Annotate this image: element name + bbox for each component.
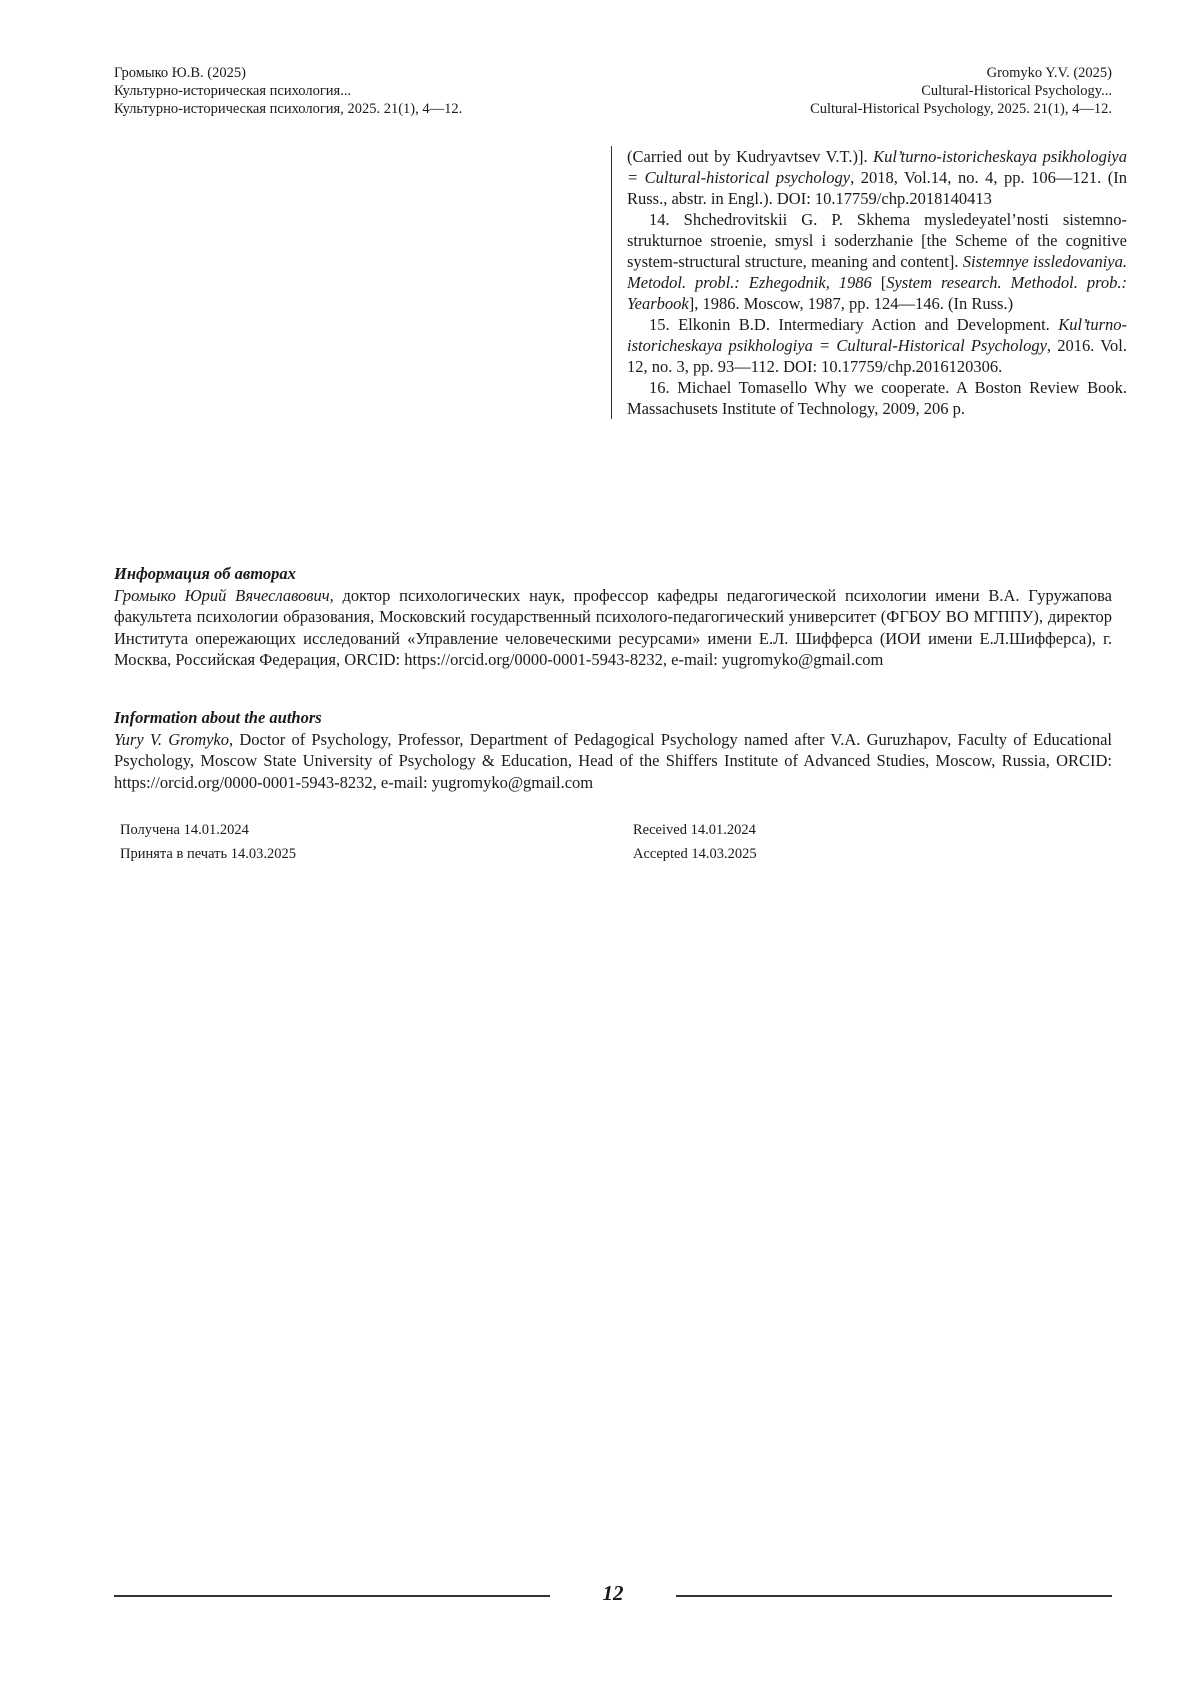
footer-rule-left: [114, 1595, 550, 1597]
author-info-body-ru: Громыко Юрий Вячеславович, доктор психологических наук, профессор кафедры педагогической психологии имени В.А. Гуружапова факультета психологии образования, Московский государственный психолого-педагогический университет (ФГБОУ ВО МГППУ), директор Института опережающих исследований «Управление человеческими ресурсами» имени Е.Л. Шифферса (ИОИ имени Е.Л.Шифферса), г. Москва, Российская Федерация, ORCID: https://orcid.org/0000-0001-5943-8232, e-mail: yugromyko@gmail.com: [114, 585, 1112, 671]
page-number: 12: [560, 1581, 666, 1606]
reference-14: 14. Shchedrovitskii G. P. Skhema mysledeyatel’nosti sistemno-strukturnoe stroenie, smysl i soderzhanie [the Scheme of the cognitive system-structural structure, meaning and content]. Sistemnye issledovaniya. Metodol. probl.: Ezhegodnik, 1986 [System research. Methodol. prob.: Yearbook], 1986. Moscow, 1987, pp. 124—146. (In Russ.): [627, 209, 1127, 314]
footer-rule-right: [676, 1595, 1112, 1597]
dates-en: [633, 818, 757, 866]
received-date-ru: Получена 14.01.2024: [120, 818, 296, 842]
author-info-heading-ru: Информация об авторах: [114, 563, 1112, 585]
header-journal-en: Cultural-Historical Psychology, 2025. 21(1), 4—12.: [810, 100, 1112, 118]
reference-13-continuation: (Carried out by Kudryavtsev V.T.)]. Kul’turno-istoricheskaya psikhologiya = Cultural-historical psychology, 2018, Vol.14, no. 4, pp. 106—121. (In Russ., abstr. in Engl.). DOI: 10.17759/chp.2018140413: [627, 146, 1127, 209]
received-date-en: Received 14.01.2024: [633, 818, 757, 842]
running-header-left: [114, 64, 462, 118]
author-info-heading-en: Information about the authors: [114, 707, 1112, 729]
running-header-right: [810, 64, 1112, 118]
header-title-en: Cultural-Historical Psychology...: [810, 82, 1112, 100]
header-author-ru: Громыко Ю.В. (2025): [114, 64, 462, 82]
dates-ru: [120, 818, 296, 866]
author-info-ru: [114, 563, 1112, 671]
references-column: [611, 146, 1127, 419]
accepted-date-en: Accepted 14.03.2025: [633, 842, 757, 866]
accepted-date-ru: Принята в печать 14.03.2025: [120, 842, 296, 866]
header-journal-ru: Культурно-историческая психология, 2025. 21(1), 4—12.: [114, 100, 462, 118]
reference-16: 16. Michael Tomasello Why we cooperate. A Boston Review Book. Massachusets Institute of Technology, 2009, 206 p.: [627, 377, 1127, 419]
author-info-body-en: Yury V. Gromyko, Doctor of Psychology, Professor, Department of Pedagogical Psychology named after V.A. Guruzhapov, Faculty of Educational Psychology, Moscow State University of Psychology & Education, Head of the Shiffers Institute of Advanced Studies, Moscow, Russia, ORCID: https://orcid.org/0000-0001-5943-8232, e-mail: yugromyko@gmail.com: [114, 729, 1112, 794]
header-author-en: Gromyko Y.V. (2025): [810, 64, 1112, 82]
header-title-ru: Культурно-историческая психология...: [114, 82, 462, 100]
reference-15: 15. Elkonin B.D. Intermediary Action and Development. Kul’turno-istoricheskaya psikhologiya = Cultural-Historical Psychology, 2016. Vol. 12, no. 3, pp. 93—112. DOI: 10.17759/chp.2016120306.: [627, 314, 1127, 377]
author-info-en: [114, 707, 1112, 793]
